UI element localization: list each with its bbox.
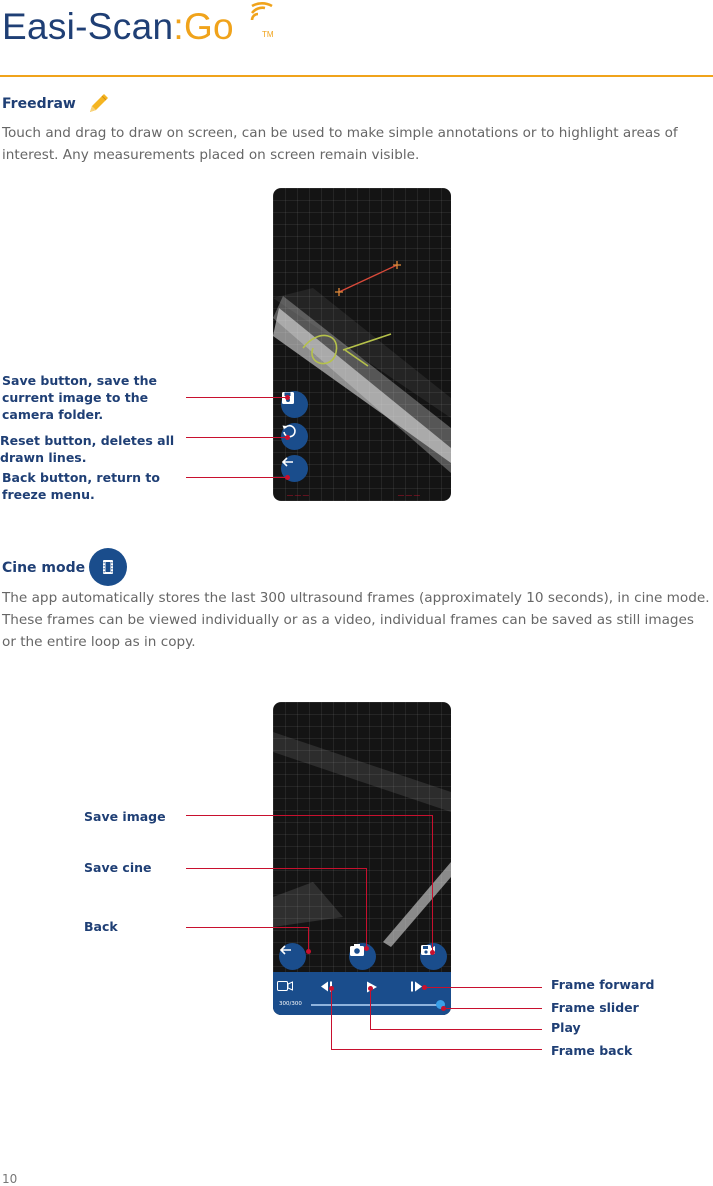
callout-line-save — [186, 397, 288, 398]
save-callout-label: Save button, save the current image to the camera folder. — [2, 373, 158, 422]
callout-line-play-v — [370, 988, 371, 1030]
frame-counter: 300/300 — [279, 1001, 302, 1007]
brand-main: Easi-Scan — [2, 6, 174, 47]
freedraw-screenshot — [273, 188, 451, 501]
save-cine-button[interactable] — [349, 943, 376, 970]
trademark: TM — [262, 30, 274, 39]
brand-go: Go — [183, 6, 234, 47]
wireless-signal-icon — [246, 0, 276, 28]
pencil-icon — [86, 92, 112, 114]
callout-line-save-image-h — [186, 815, 432, 816]
cine-heading: Cine mode — [2, 560, 86, 576]
brand-separator: : — [173, 6, 184, 47]
callout-line-frame-back-v — [331, 988, 332, 1050]
callout-line-frame-slider — [443, 1008, 542, 1009]
callout-line-back-v — [308, 927, 309, 951]
callout-line-frame-forward — [424, 987, 542, 988]
frame-forward-callout-label: Frame forward — [551, 977, 655, 992]
callout-dot-frame-slider — [441, 1006, 446, 1011]
film-strip-icon — [100, 559, 116, 575]
callout-line-save-image-v — [432, 815, 433, 952]
callout-dot-play — [368, 986, 373, 991]
callout-line-back-h — [186, 927, 308, 928]
save-image-button[interactable] — [420, 943, 447, 970]
callout-dot-back — [285, 475, 290, 480]
callout-dot-save-cine — [364, 946, 369, 951]
ultrasound-image — [273, 188, 451, 501]
svg-text:__ __ __: __ __ __ — [398, 489, 420, 496]
brand-logo — [2, 6, 234, 48]
svg-text:__ __ __: __ __ __ — [287, 489, 309, 496]
callout-line-frame-back-h — [331, 1049, 542, 1050]
callout-dot-save-image — [430, 950, 435, 955]
arrow-left-icon — [279, 943, 293, 957]
save-image-callout-label: Save image — [84, 809, 166, 824]
callout-dot-save — [285, 395, 290, 400]
frame-back-callout-label: Frame back — [551, 1043, 633, 1058]
camera-icon — [349, 943, 365, 957]
cine-description: The app automatically stores the last 300 ultrasound frames (approximately 10 seconds), in cine mode. These frames can be viewed individually or as a video, individual frames can be saved as still images or the entire loop as in copy. — [2, 590, 710, 650]
cine-control-bar — [273, 972, 451, 1015]
callout-dot-back-cine — [306, 949, 311, 954]
freedraw-description: Touch and drag to draw on screen, can be used to make simple annotations or to highlight areas of interest. Any measurements placed on screen remain visible. — [2, 125, 678, 163]
frame-slider-callout-label: Frame slider — [551, 1000, 639, 1015]
play-callout-label: Play — [551, 1020, 581, 1035]
cine-back-button[interactable] — [279, 943, 306, 970]
callout-line-play-h — [370, 1029, 542, 1030]
callout-line-save-cine-h — [186, 868, 366, 869]
freedraw-heading: Freedraw — [2, 96, 76, 112]
callout-line-back — [186, 477, 288, 478]
frame-forward-button[interactable] — [409, 981, 423, 992]
cine-mode-icon — [89, 548, 127, 586]
callout-dot-frame-forward — [422, 985, 427, 990]
cine-screenshot — [273, 702, 451, 1015]
callout-line-save-cine-v — [366, 868, 367, 948]
arrow-left-icon — [281, 455, 295, 469]
save-cine-callout-label: Save cine — [84, 860, 152, 875]
video-camera-icon — [277, 980, 293, 992]
callout-dot-frame-back — [329, 986, 334, 991]
page-number: 10 — [2, 1172, 18, 1186]
reset-callout-label: Reset button, deletes all drawn lines. — [0, 433, 175, 465]
callout-line-reset — [186, 437, 288, 438]
header-divider — [0, 75, 713, 77]
back-callout-label-cine: Back — [84, 919, 118, 934]
back-callout-label: Back button, return to freeze menu. — [2, 470, 160, 502]
callout-dot-reset — [285, 435, 290, 440]
